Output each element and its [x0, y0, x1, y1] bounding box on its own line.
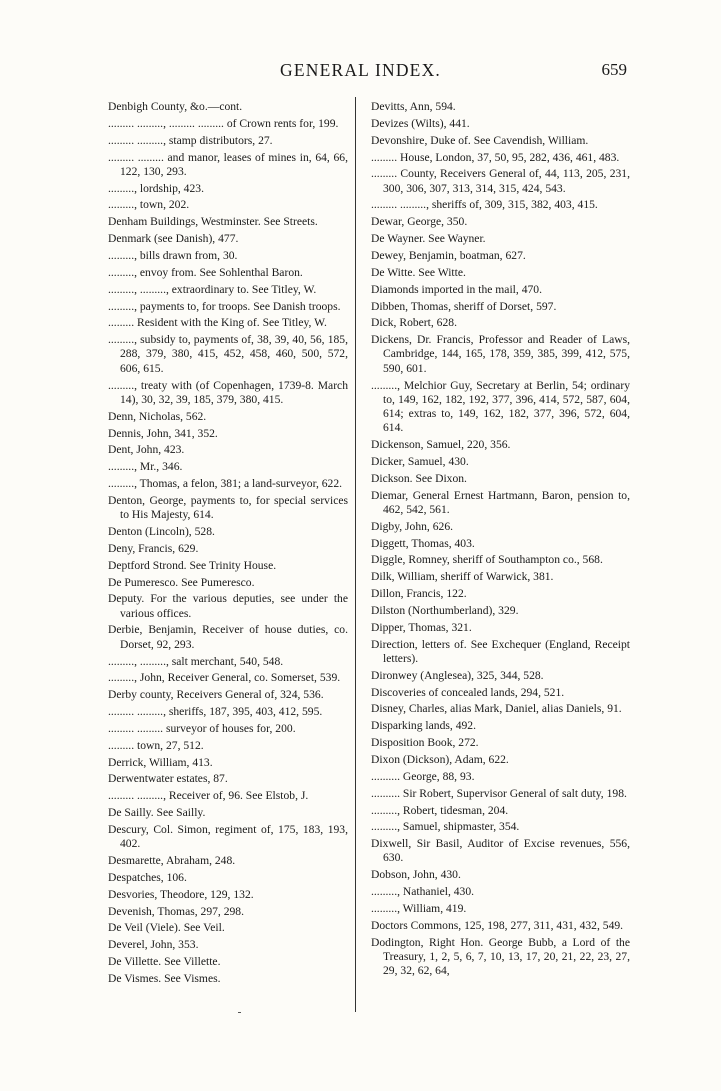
index-entry: ......... town, 27, 512. [108, 738, 204, 752]
index-entry: ........., Nathaniel, 430. [371, 885, 475, 899]
index-entry: Dillon, Francis, 122. [371, 587, 467, 601]
index-entry: Dixon (Dickson), Adam, 622. [371, 753, 509, 766]
index-entry: ......... ......... surveyor of houses for, 200. [108, 721, 296, 735]
page-header [0, 60, 721, 84]
index-entry: Denmark (see Danish), 477. [108, 232, 239, 246]
index-entry: ......... ........., sheriffs, 187, 395, 403, 412, 595. [108, 705, 323, 719]
index-entry: ........., payments to, for troops. See Danish troops. [108, 299, 341, 313]
index-entry: Dixwell, Sir Basil, Auditor of Excise revenues, 556, 630. [371, 837, 630, 865]
index-entry: Dilston (Northumberland), 329. [371, 604, 519, 617]
index-entry: Diemar, General Ernest Hartmann, Baron, pension to, 462, 542, 561. [371, 488, 630, 516]
index-entry: Deptford Strond. See Trinity House. [108, 558, 277, 572]
index-entry: Discoveries of concealed lands, 294, 521. [371, 685, 565, 699]
index-entry: ........., envoy from. See Sohlenthal Baron. [108, 265, 303, 279]
index-entry: Diggle, Romney, sheriff of Southampton co., 568. [371, 553, 603, 567]
index-entry: De Pumeresco. See Pumeresco. [108, 575, 255, 589]
index-entry: .......... George, 88, 93. [371, 769, 475, 783]
index-entry: Dilk, William, sheriff of Warwick, 381. [371, 570, 554, 584]
index-entry: .......... Sir Robert, Supervisor General of salt duty, 198. [371, 786, 627, 800]
index-entry: Denn, Nicholas, 562. [108, 409, 207, 423]
index-entry: Denham Buildings, Westminster. See Streets. [108, 215, 318, 229]
index-entry: ......... ......... and manor, leases of mines in, 64, 66, 122, 130, 293. [108, 150, 348, 178]
column-divider [355, 97, 356, 1012]
index-entry: De Wayner. See Wayner. [371, 232, 486, 246]
index-entry: ........., town, 202. [108, 198, 190, 212]
page-number: 659 [601, 60, 627, 79]
index-entry: Dennis, John, 341, 352. [108, 426, 218, 440]
index-entry: ........., Thomas, a felon, 381; a land-surveyor, 622. [108, 477, 343, 491]
index-entry: Dickson. See Dixon. [371, 471, 467, 485]
index-entry: ......... ........., stamp distributors, 27. [108, 133, 273, 147]
index-entry: ........., Robert, tidesman, 204. [371, 803, 509, 817]
index-entry: Disposition Book, 272. [371, 736, 479, 750]
index-entry: Dipper, Thomas, 321. [371, 620, 472, 634]
index-column-right [371, 100, 630, 981]
index-entry: Deny, Francis, 629. [108, 541, 199, 555]
index-entry: ........., Mr., 346. [108, 460, 183, 474]
index-entry: ........., Melchior Guy, Secretary at Berlin, 54; ordinary to, 149, 162, 182, 192, 377, 396, 414, 572, 587, 604, 614; extras to, 149, 162, 182, 377, 396, 572, 604, 614. [371, 378, 630, 435]
index-entry: Derby county, Receivers General of, 324, 536. [108, 688, 324, 702]
index-entry: Digby, John, 626. [371, 519, 454, 533]
index-entry: De Sailly. See Sailly. [108, 806, 206, 820]
index-entry: Dickens, Dr. Francis, Professor and Reader of Laws, Cambridge, 144, 165, 178, 359, 385, 399, 412, 575, 590, 601. [371, 333, 630, 375]
index-entry: Denton, George, payments to, for special services to His Majesty, 614. [108, 493, 348, 522]
index-entry: ......... County, Receivers General of, 44, 113, 205, 231, 300, 306, 307, 313, 314, 315, 424, 543. [371, 167, 630, 195]
index-entry: De Vismes. See Vismes. [108, 971, 221, 985]
index-entry: Devizes (Wilts), 441. [371, 116, 470, 130]
index-entry: Denbigh County, &o.—cont. [108, 100, 243, 113]
index-entry: Dironwey (Anglesea), 325, 344, 528. [371, 668, 544, 682]
index-entry: Deputy. For the various deputies, see under the various offices. [108, 592, 348, 620]
index-entry: ......... ........., Receiver of, 96. See Elstob, J. [108, 789, 309, 803]
index-entry: Descury, Col. Simon, regiment of, 175, 183, 193, 402. [108, 822, 348, 851]
index-entry: De Witte. See Witte. [371, 265, 466, 279]
index-entry: ........., lordship, 423. [108, 181, 204, 195]
index-entry: Disney, Charles, alias Mark, Daniel, alias Daniels, 91. [371, 702, 622, 716]
index-entry: ......... ........., ......... ......... of Crown rents for, 199. [108, 116, 339, 130]
index-entry: ........., subsidy to, payments of, 38, 39, 40, 56, 185, 288, 379, 380, 415, 452, 458, 460, 500, 572, 606, 615. [108, 333, 348, 375]
index-entry: ......... Resident with the King of. See Titley, W. [108, 316, 327, 330]
index-entry: De Veil (Viele). See Veil. [108, 921, 225, 935]
index-entry: Dibben, Thomas, sheriff of Dorset, 597. [371, 299, 557, 313]
index-entry: Diggett, Thomas, 403. [371, 536, 475, 550]
index-entry: Doctors Commons, 125, 198, 277, 311, 431, 432, 549. [371, 918, 624, 932]
index-entry: Derrick, William, 413. [108, 755, 213, 769]
index-entry: ........., treaty with (of Copenhagen, 1739-8. March 14), 30, 32, 39, 185, 379, 380, 415. [108, 378, 348, 406]
index-entry: Derbie, Benjamin, Receiver of house duties, co. Dorset, 92, 293. [108, 623, 348, 651]
index-entry: Diamonds imported in the mail, 470. [371, 282, 542, 296]
index-entry: Denton (Lincoln), 528. [108, 524, 215, 538]
index-entry: Dobson, John, 430. [371, 868, 461, 882]
index-entry: ........., Samuel, shipmaster, 354. [371, 820, 520, 834]
index-entry: ........., William, 419. [371, 902, 467, 915]
index-entry: Dent, John, 423. [108, 443, 185, 457]
index-entry: ......... ........., sheriffs of, 309, 315, 382, 403, 415. [371, 198, 598, 212]
index-entry: Dick, Robert, 628. [371, 316, 457, 330]
index-column-left [108, 100, 348, 989]
index-entry: Deverel, John, 353. [108, 938, 199, 952]
index-entry: Devenish, Thomas, 297, 298. [108, 904, 245, 918]
index-entry: ......... House, London, 37, 50, 95, 282, 436, 461, 483. [371, 150, 620, 164]
index-entry: Disparking lands, 492. [371, 719, 476, 733]
index-entry: ........., bills drawn from, 30. [108, 249, 238, 262]
index-entry: ........., ........., extraordinary to. See Titley, W. [108, 282, 317, 296]
index-entry: ........., John, Receiver General, co. Somerset, 539. [108, 671, 341, 685]
index-entry: Dewey, Benjamin, boatman, 627. [371, 249, 526, 262]
page-mark [238, 1012, 241, 1013]
index-entry: Direction, letters of. See Exchequer (England, Receipt letters). [371, 637, 630, 665]
index-entry: De Villette. See Villette. [108, 955, 221, 969]
index-entry: Devonshire, Duke of. See Cavendish, William. [371, 133, 589, 147]
index-entry: Derwentwater estates, 87. [108, 772, 228, 786]
index-entry: Dicker, Samuel, 430. [371, 455, 469, 468]
index-entry: Dodington, Right Hon. George Bubb, a Lord of the Treasury, 1, 2, 5, 6, 7, 10, 13, 17, 20, 21, 22, 23, 27, 29, 32, 62, 64, [371, 935, 630, 978]
page-title: GENERAL INDEX. [280, 60, 441, 80]
index-entry: Devitts, Ann, 594. [371, 100, 456, 113]
index-entry: Desvories, Theodore, 129, 132. [108, 887, 254, 901]
index-entry: ........., ........., salt merchant, 540, 548. [108, 654, 284, 668]
index-entry: Despatches, 106. [108, 870, 187, 884]
index-entry: Dewar, George, 350. [371, 215, 468, 229]
index-entry: Dickenson, Samuel, 220, 356. [371, 438, 511, 452]
index-entry: Desmarette, Abraham, 248. [108, 854, 236, 868]
